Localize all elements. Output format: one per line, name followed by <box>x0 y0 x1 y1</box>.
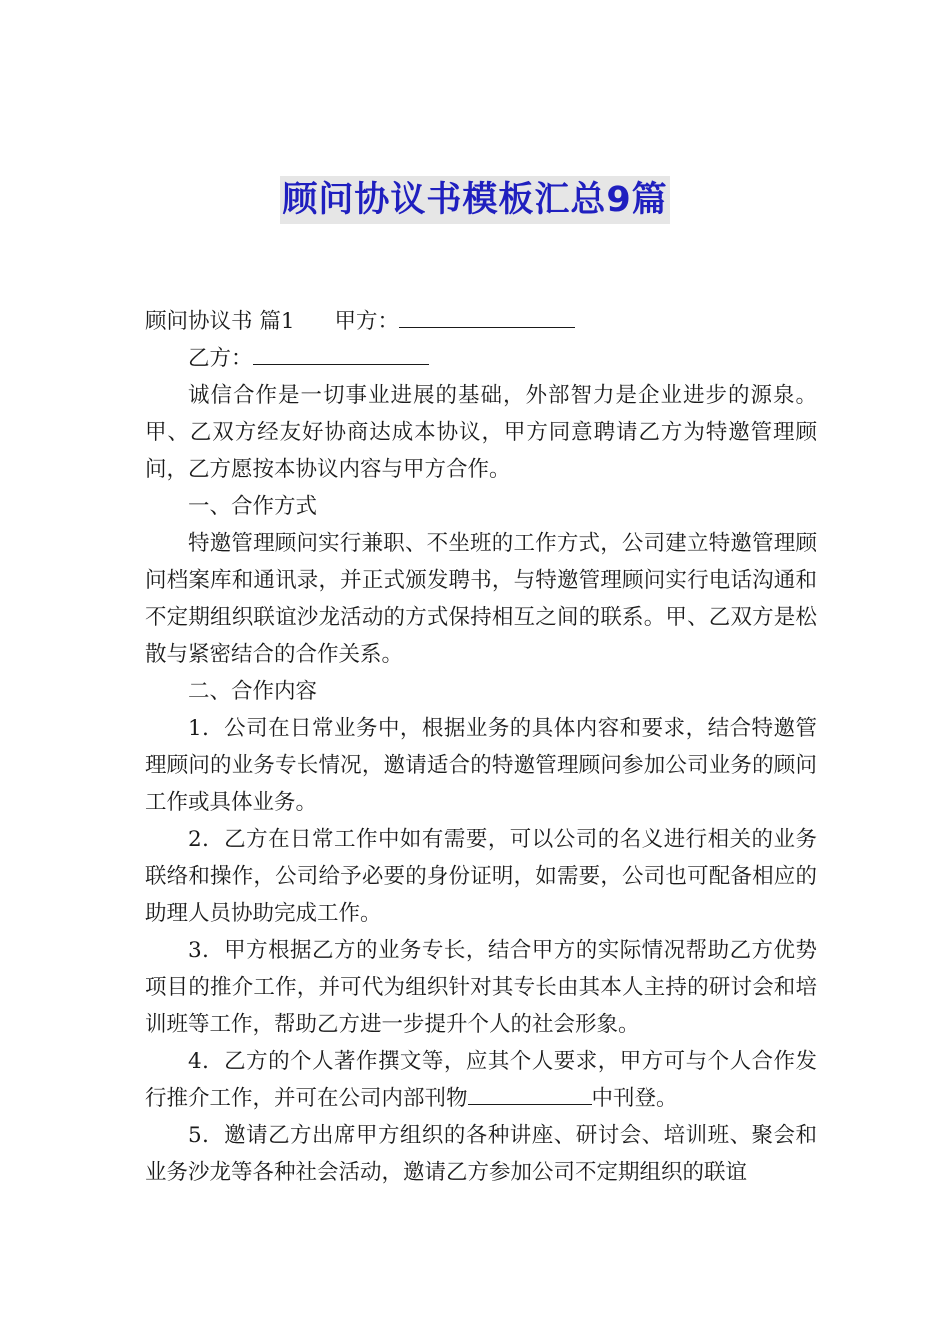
item-4-text-after: 中刊登。 <box>591 1086 678 1111</box>
paragraph-item-3: 3．甲方根据乙方的业务专长，结合甲方的实际情况帮助乙方优势项目的推介工作，并可代为组织针对其专长由其本人主持的研讨会和培训班等工作，帮助乙方进一步提升个人的社会形象。 <box>145 938 817 1037</box>
heading-cooperation-content: 二、合作内容 <box>188 679 318 704</box>
party-a-blank <box>399 305 575 328</box>
document-body <box>145 303 817 1191</box>
paragraph-item-4 <box>145 1043 817 1117</box>
paragraph-item-2: 2．乙方在日常工作中如有需要，可以公司的名义进行相关的业务联络和操作，公司给予必要的身份证明，如需要，公司也可配备相应的助理人员协助完成工作。 <box>145 827 817 926</box>
party-b-label: 乙方： <box>188 346 253 371</box>
title-container <box>0 176 950 224</box>
paragraph-cooperation-mode: 特邀管理顾问实行兼职、不坐班的工作方式，公司建立特邀管理顾问档案库和通讯录，并正式颁发聘书，与特邀管理顾问实行电话沟通和不定期组织联谊沙龙活动的方式保持相互之间的联系。甲、乙双方是松散与紧密结合的合作关系。 <box>145 531 817 667</box>
item-4-text-before: 4．乙方的个人著作撰文等，应其个人要求，甲方可与个人合作发行推介工作，并可在公司内部刊物 <box>145 1049 817 1111</box>
party-a-label: 甲方： <box>334 309 400 334</box>
section-label: 顾问协议书 篇1 <box>145 309 295 334</box>
publication-blank <box>468 1082 592 1105</box>
heading-cooperation-mode: 一、合作方式 <box>188 494 318 519</box>
paragraph-intro: 诚信合作是一切事业进展的基础，外部智力是企业进步的源泉。甲、乙双方经友好协商达成本协议，甲方同意聘请乙方为特邀管理顾问，乙方愿按本协议内容与甲方合作。 <box>145 383 817 482</box>
party-b-line <box>145 340 817 377</box>
paragraph-item-1: 1．公司在日常业务中，根据业务的具体内容和要求，结合特邀管理顾问的业务专长情况，邀请适合的特邀管理顾问参加公司业务的顾问工作或具体业务。 <box>145 716 817 815</box>
party-b-blank <box>253 342 429 365</box>
paragraph-item-5: 5．邀请乙方出席甲方组织的各种讲座、研讨会、培训班、聚会和业务沙龙等各种社会活动，邀请乙方参加公司不定期组织的联谊 <box>145 1123 817 1185</box>
header-line <box>145 303 817 340</box>
document-title: 顾问协议书模板汇总9篇 <box>280 176 669 224</box>
